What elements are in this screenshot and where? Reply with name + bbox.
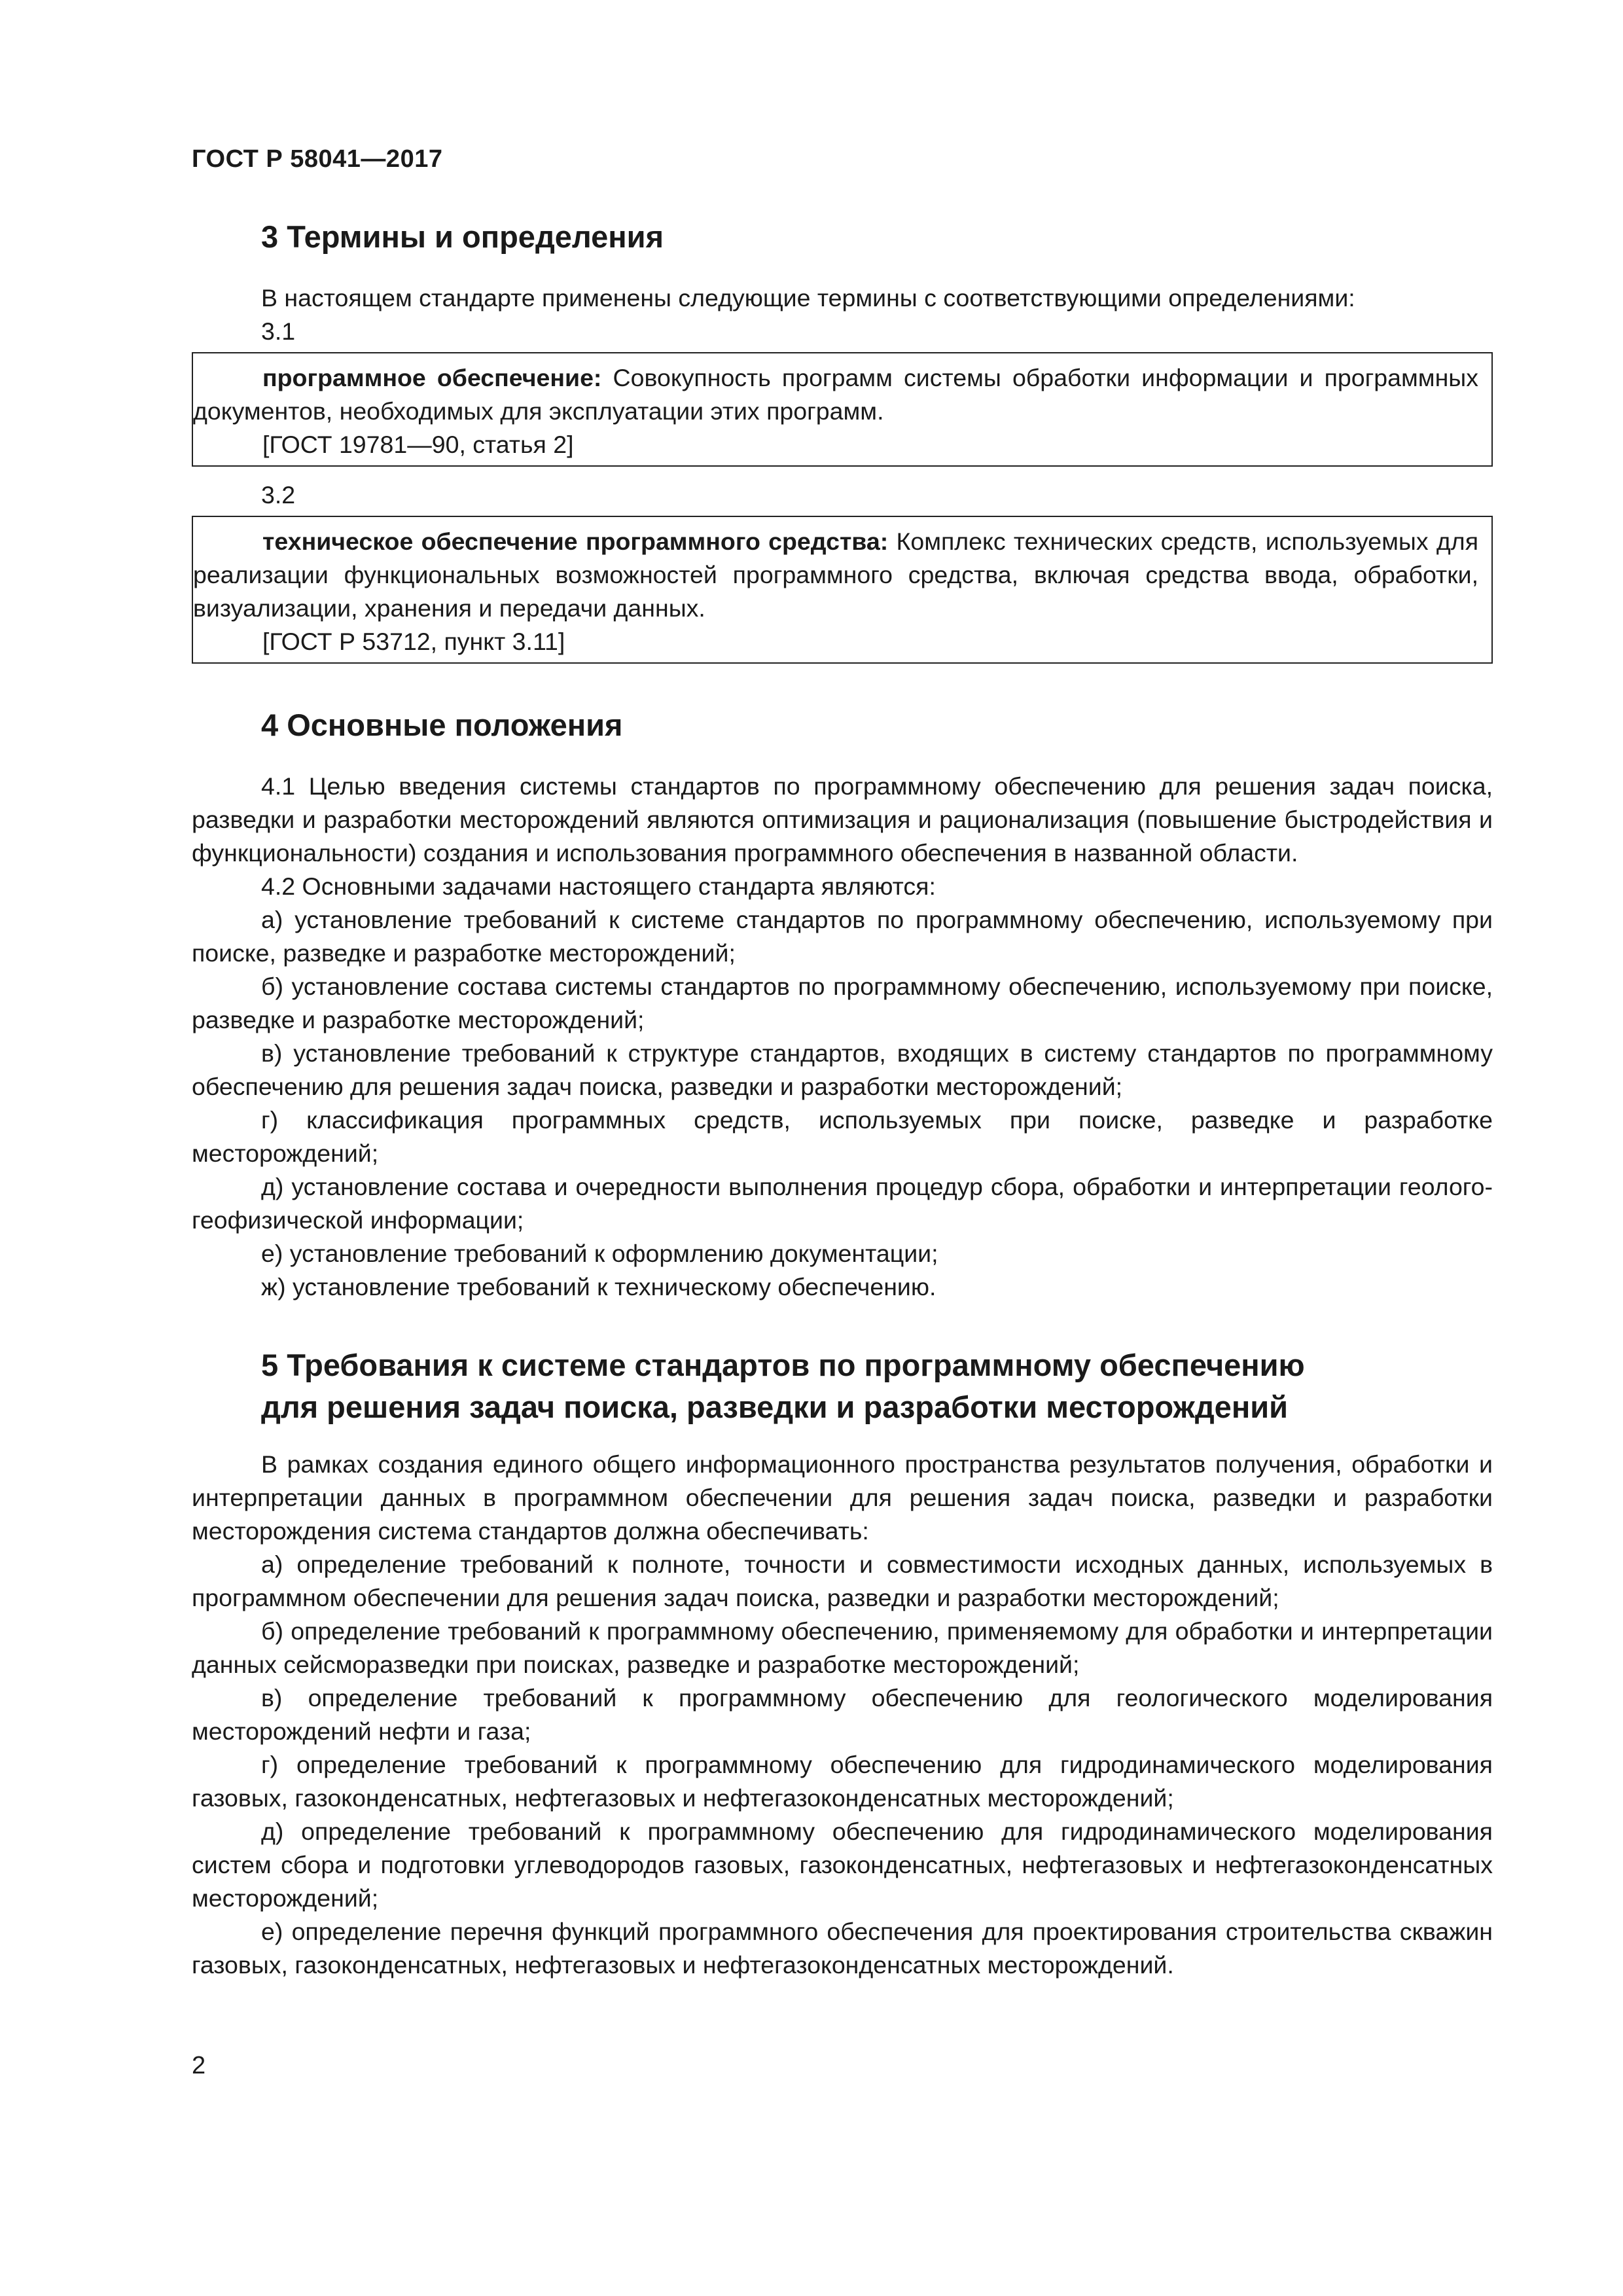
- clause-4-1: 4.1 Целью введения системы стандартов по программному обеспечению для решения задач поиска, разведки и разработки месторождений являются оптимизация и рационализация (повышение быстродействия и функциональности) создания и использования программного обеспечения в названной области.: [192, 772, 1493, 867]
- list-item: а) определение требований к полноте, точности и совместимости исходных данных, используемых в программном обеспечении для решения задач поиска, разведки и разработки месторождений;: [192, 1551, 1493, 1611]
- list-item: е) установление требований к оформлению документации;: [261, 1240, 938, 1267]
- term-3-2-source: [ГОСТ Р 53712, пункт 3.11]: [262, 628, 565, 655]
- section-5-intro: В рамках создания единого общего информационного пространства результатов получения, обработки и интерпретации данных в программном обеспечении для решения задач поиска, разведки и разработки месторождения система стандартов должна обеспечивать:: [192, 1450, 1493, 1545]
- term-3-1-text: Совокупность программ системы обработки информации и программных документов, необходимых для эксплуатации этих программ.: [193, 364, 1478, 425]
- term-3-1-name: программное обеспечение:: [262, 364, 602, 391]
- term-3-2-box: [192, 516, 1493, 664]
- section-5-title-line-1: 5 Требования к системе стандартов по программному обеспечению: [261, 1348, 1305, 1382]
- term-3-2-definition: [193, 525, 1478, 625]
- list-item: д) определение требований к программному обеспечению для гидродинамического моделирования систем сбора и подготовки углеводородов газовых, газоконденсатных, нефтегазовых и нефтегазоконденсатных месторождений;: [192, 1818, 1493, 1912]
- list-item: д) установление состава и очередности выполнения процедур сбора, обработки и интерпретации геолого-геофизической информации;: [192, 1173, 1493, 1234]
- list-item: а) установление требований к системе стандартов по программному обеспечению, используемому при поиске, разведке и разработке месторождений;: [192, 906, 1493, 967]
- term-3-2-number: 3.2: [261, 481, 296, 509]
- section-3-intro: В настоящем стандарте применены следующие термины с соответствующими определениями:: [261, 284, 1355, 312]
- section-4-title: 4 Основные положения: [261, 708, 623, 742]
- term-3-2-text: Комплекс технических средств, используемых для реализации функциональных возможностей программного средства, включая средства ввода, обработки, визуализации, хранения и передачи данных.: [193, 528, 1478, 622]
- list-item: ж) установление требований к техническому обеспечению.: [261, 1273, 936, 1300]
- document-code: ГОСТ Р 58041—2017: [192, 145, 443, 173]
- section-5-title-line-2: для решения задач поиска, разведки и разработки месторождений: [261, 1390, 1288, 1424]
- section-5-title: [261, 1344, 1493, 1428]
- term-3-1-number: 3.1: [261, 317, 296, 345]
- term-3-1-source: [ГОСТ 19781—90, статья 2]: [262, 431, 574, 458]
- list-item: е) определение перечня функций программного обеспечения для проектирования строительства скважин газовых, газоконденсатных, нефтегазовых и нефтегазоконденсатных месторождений.: [192, 1918, 1493, 1979]
- page-number: 2: [192, 2052, 206, 2079]
- list-item: в) определение требований к программному обеспечению для геологического моделирования месторождений нефти и газа;: [192, 1684, 1493, 1745]
- list-item: г) определение требований к программному обеспечению для гидродинамического моделирования газовых, газоконденсатных, нефтегазовых и нефтегазоконденсатных месторождений;: [192, 1751, 1493, 1812]
- list-item: в) установление требований к структуре стандартов, входящих в систему стандартов по программному обеспечению для решения задач поиска, разведки и разработки месторождений;: [192, 1039, 1493, 1100]
- term-3-1-box: [192, 352, 1493, 467]
- page-content: [192, 216, 1493, 1982]
- list-item: г) классификация программных средств, используемых при поиске, разведке и разработке месторождений;: [192, 1106, 1493, 1167]
- clause-4-2: 4.2 Основными задачами настоящего стандарта являются:: [261, 872, 936, 900]
- term-3-1-definition: [193, 361, 1478, 428]
- list-item: б) определение требований к программному обеспечению, применяемому для обработки и интерпретации данных сейсморазведки при поисках, разведке и разработке месторождений;: [192, 1617, 1493, 1678]
- term-3-2-name: техническое обеспечение программного средства:: [262, 528, 889, 555]
- list-item: б) установление состава системы стандартов по программному обеспечению, используемому при поиске, разведке и разработке месторождений;: [192, 973, 1493, 1033]
- section-3-title: 3 Термины и определения: [261, 219, 664, 254]
